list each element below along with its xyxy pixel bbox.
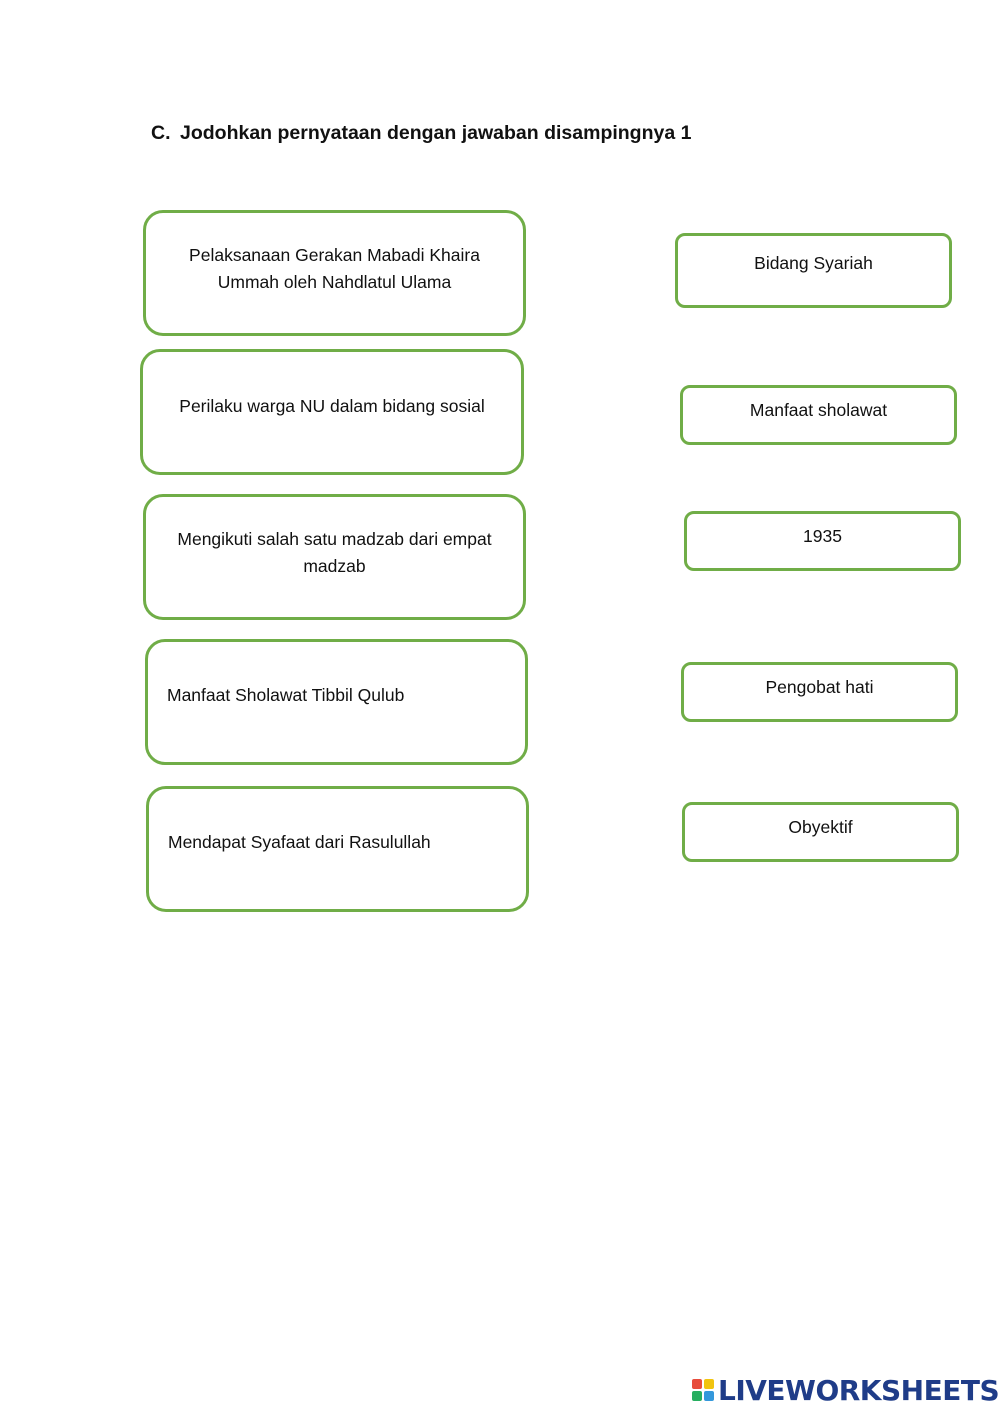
- answer-text: Manfaat sholawat: [749, 400, 888, 420]
- answer-box-3[interactable]: [684, 511, 961, 571]
- answer-text: 1935: [803, 526, 842, 546]
- statement-box-1[interactable]: [143, 210, 526, 336]
- statement-box-2[interactable]: [140, 349, 524, 475]
- answer-box-2[interactable]: [680, 385, 957, 445]
- section-instruction: Jodohkan pernyataan dengan jawaban disampingnya 1: [180, 122, 692, 144]
- answer-text: Pengobat hati: [765, 677, 874, 697]
- answer-box-4[interactable]: [681, 662, 958, 722]
- statement-text: Mendapat Syafaat dari Rasulullah: [168, 832, 431, 852]
- statement-text: Perilaku warga NU dalam bidang sosial: [179, 396, 485, 416]
- answer-box-5[interactable]: [682, 802, 959, 862]
- logo-square-red: [692, 1379, 702, 1389]
- statement-text: Pelaksanaan Gerakan Mabadi Khaira Ummah oleh Nahdlatul Ulama: [189, 245, 480, 292]
- logo-text: LIVEWORKSHEETS: [718, 1373, 1000, 1407]
- statement-box-4[interactable]: [145, 639, 528, 765]
- section-letter: C.: [151, 122, 171, 144]
- statement-text: Manfaat Sholawat Tibbil Qulub: [167, 685, 405, 705]
- answer-box-1[interactable]: [675, 233, 952, 308]
- statement-text: Mengikuti salah satu madzab dari empat madzab: [177, 529, 492, 576]
- answer-text: Obyektif: [788, 817, 853, 837]
- logo-grid-icon: [692, 1379, 714, 1401]
- answer-text: Bidang Syariah: [754, 253, 873, 273]
- liveworksheets-logo: [692, 1374, 999, 1406]
- logo-square-blue: [704, 1391, 714, 1401]
- logo-square-green: [692, 1391, 702, 1401]
- statement-box-3[interactable]: [143, 494, 526, 620]
- logo-square-yellow: [704, 1379, 714, 1389]
- section-heading: [151, 122, 691, 145]
- statement-box-5[interactable]: [146, 786, 529, 912]
